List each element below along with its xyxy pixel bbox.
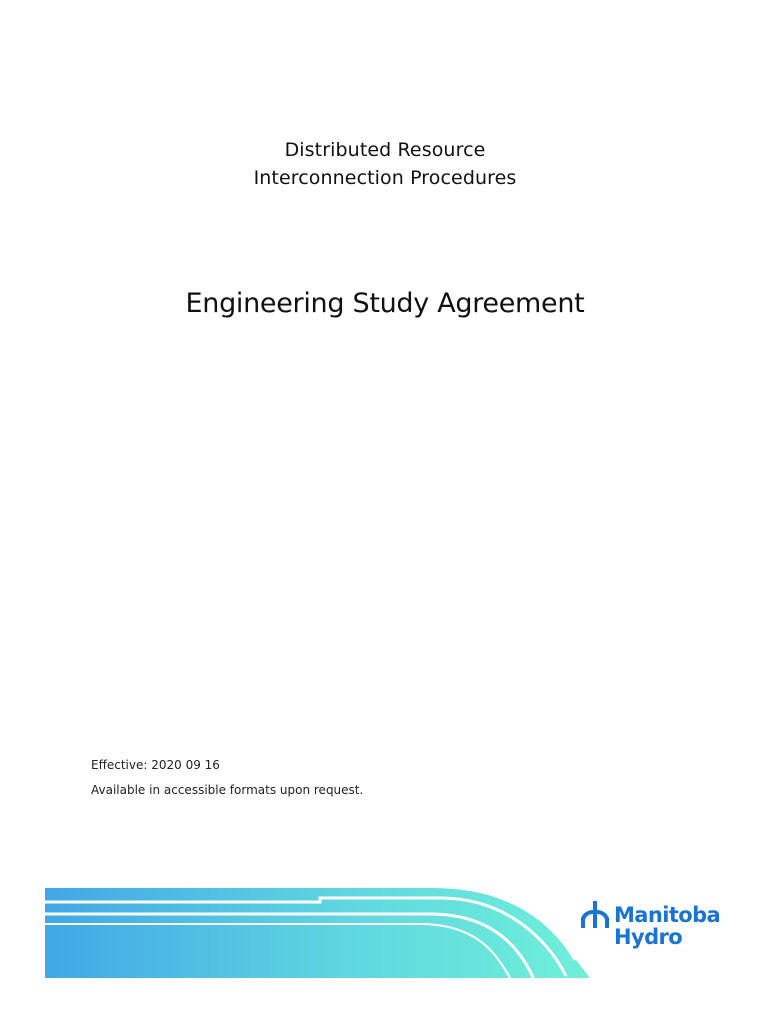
subtitle-line-1: Distributed Resource — [284, 139, 486, 161]
effective-date: Effective: 2020 09 16 — [91, 758, 220, 772]
document-title: Engineering Study Agreement — [185, 288, 585, 319]
manitoba-hydro-mark-icon — [576, 900, 614, 930]
document-subtitle — [0, 136, 770, 192]
decorative-wave-graphic — [0, 880, 600, 990]
accessibility-note: Available in accessible formats upon request. — [91, 783, 364, 797]
logo-wordmark — [614, 904, 720, 948]
logo-line-1: Manitoba — [614, 903, 721, 927]
logo-line-2: Hydro — [614, 925, 683, 949]
subtitle-line-2: Interconnection Procedures — [253, 167, 517, 189]
manitoba-hydro-logo — [576, 898, 736, 958]
